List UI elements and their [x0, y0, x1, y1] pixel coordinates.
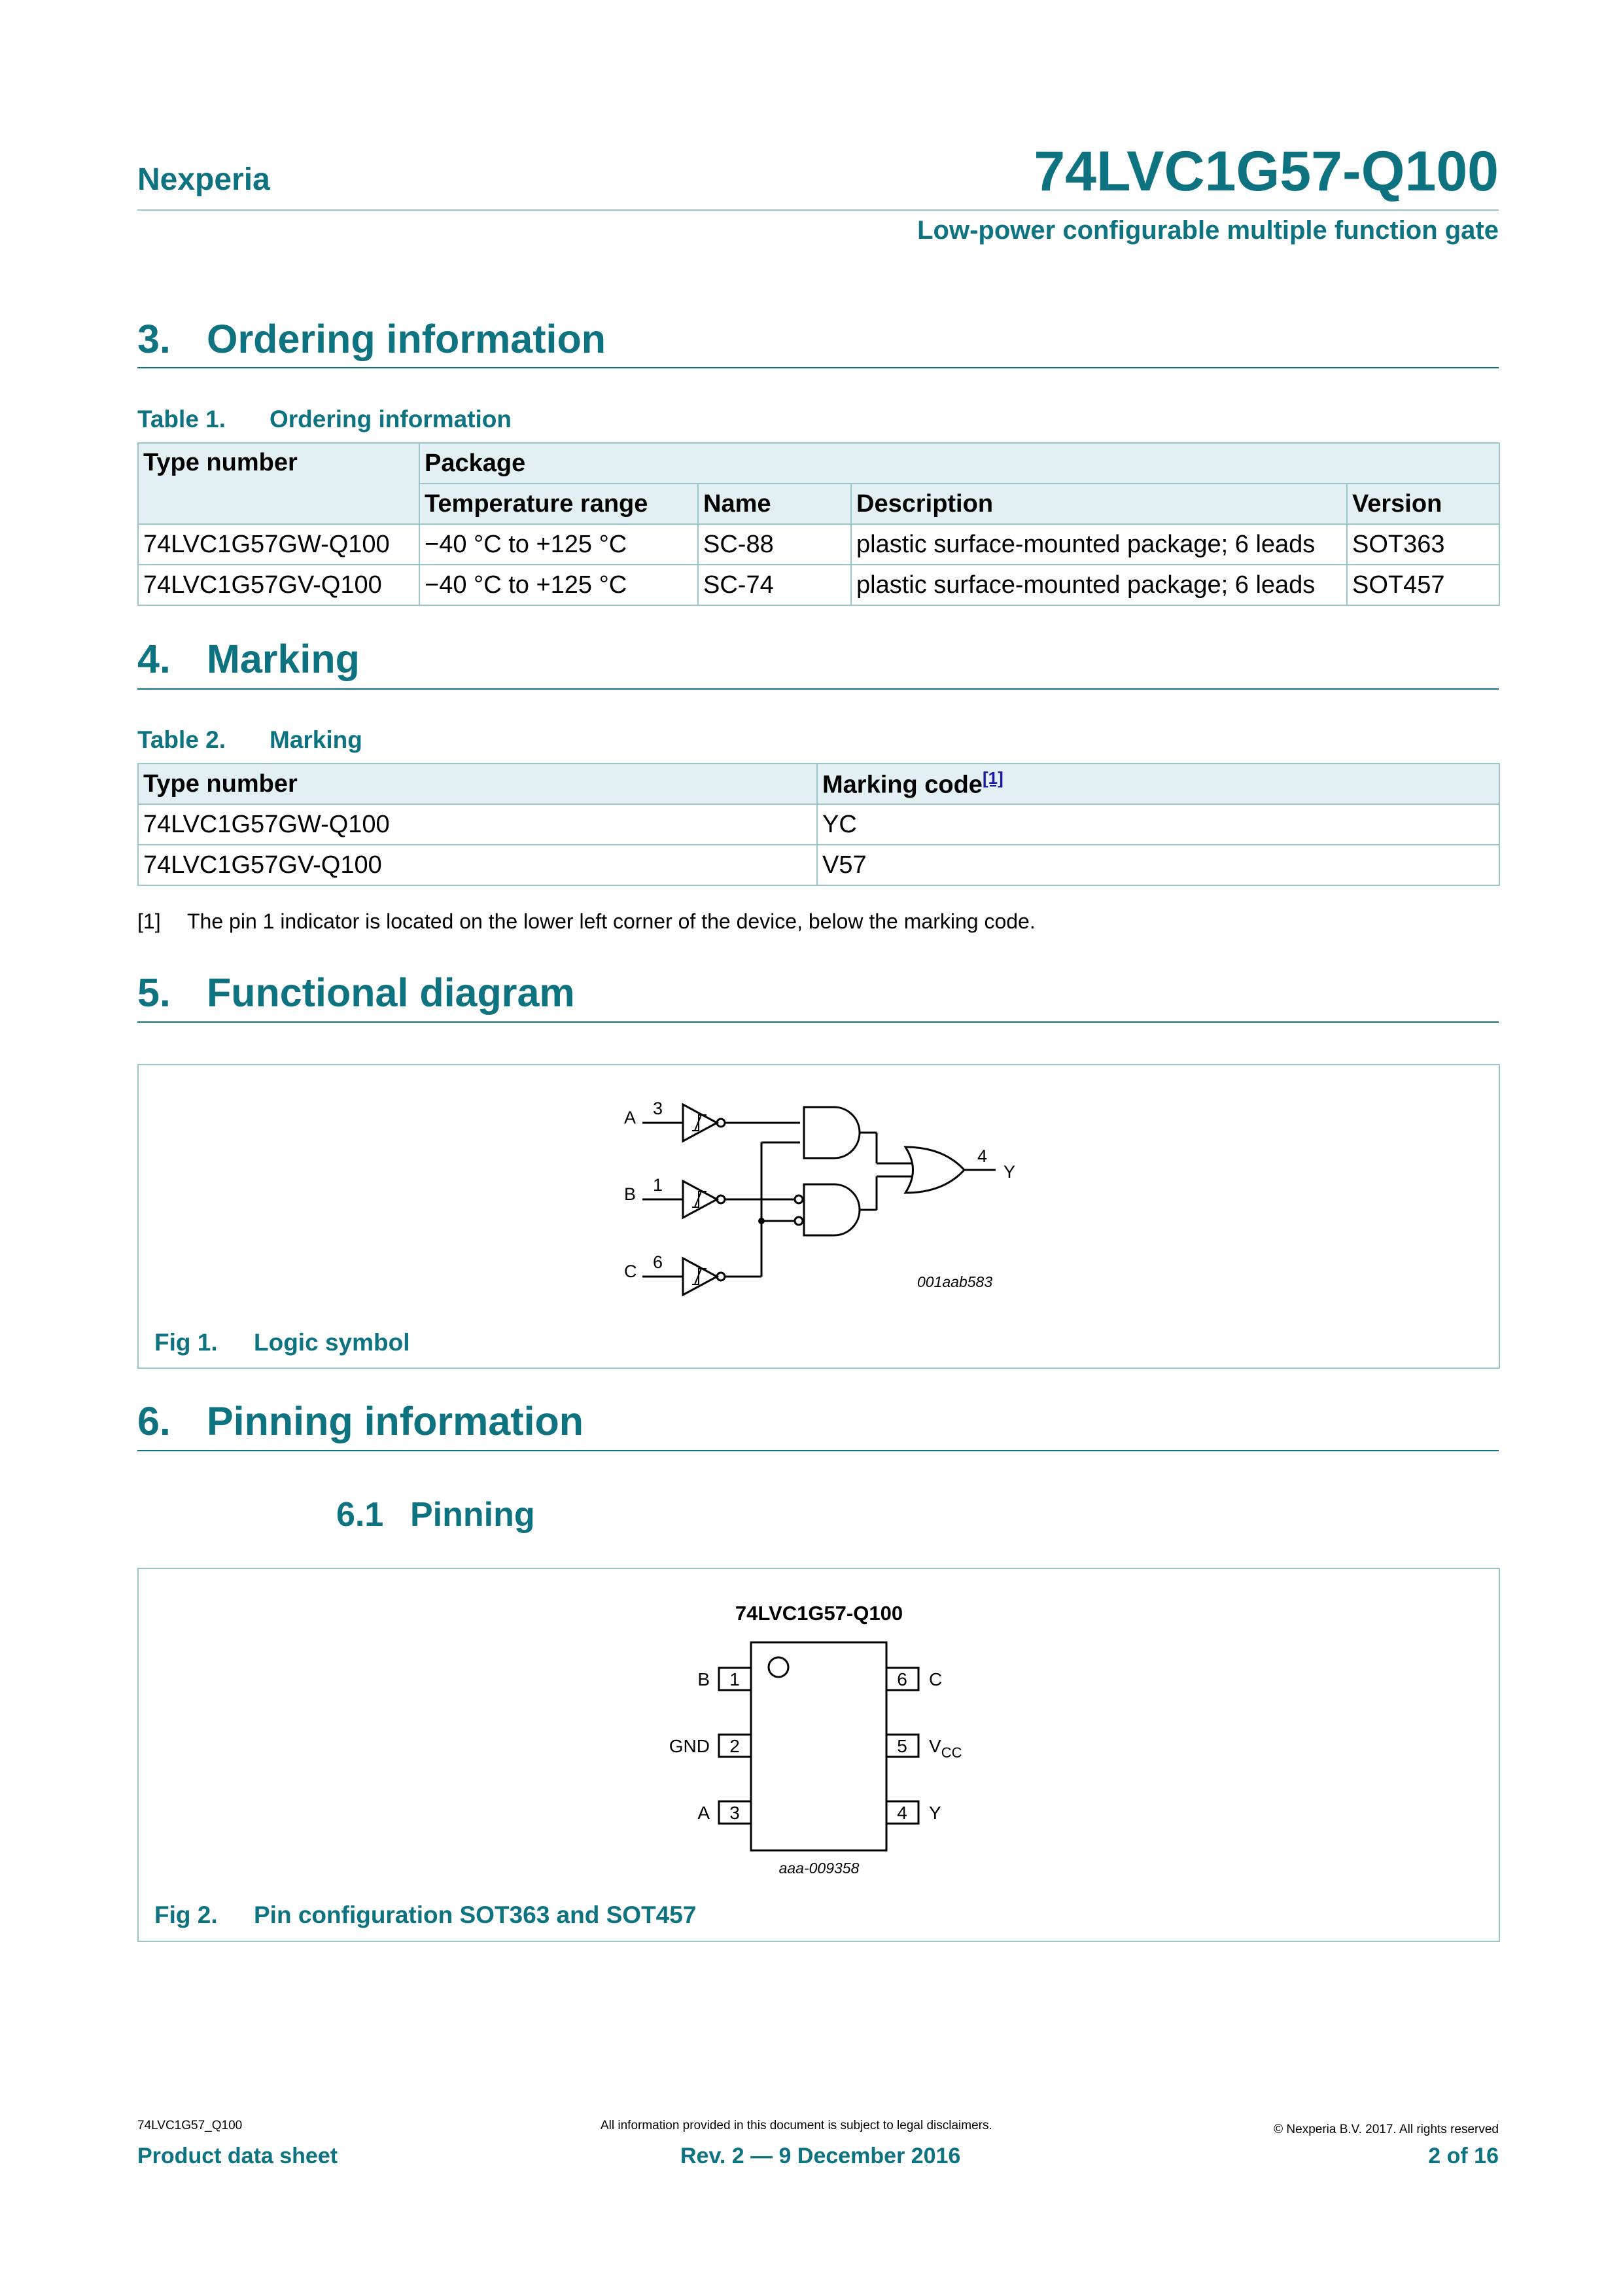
- section-title: Functional diagram: [207, 970, 575, 1015]
- figure-caption: [154, 1901, 696, 1929]
- header-type-number: Type number: [138, 443, 419, 524]
- footer-doc-type: Product data sheet: [137, 2144, 338, 2168]
- cell-type: 74LVC1G57GV-Q100: [138, 845, 817, 885]
- pin-configuration-diagram: [139, 1569, 1499, 1883]
- section-title: Marking: [207, 637, 360, 681]
- header-package: Package: [419, 443, 1499, 484]
- subsection-title: Pinning: [410, 1496, 535, 1534]
- input-label-a: A: [624, 1108, 637, 1127]
- table-row: [138, 565, 1499, 605]
- cell-name: SC-88: [698, 524, 851, 565]
- figure-label: Fig 2.: [154, 1901, 218, 1928]
- cell-code: YC: [817, 804, 1499, 845]
- brand-name: Nexperia: [137, 162, 270, 197]
- pin-number-3: 3: [729, 1803, 740, 1823]
- document-subtitle: Low-power configurable multiple function gate: [917, 216, 1499, 245]
- footnote-text: The pin 1 indicator is located on the lower left corner of the device, below the marking code.: [187, 910, 1036, 933]
- pin-name-y: Y: [929, 1803, 941, 1823]
- ordering-table: [137, 442, 1500, 606]
- section-divider: [137, 1021, 1499, 1023]
- section-heading-ordering: [137, 316, 1499, 362]
- pin-number-6: 6: [897, 1669, 907, 1689]
- footnote-link[interactable]: [1]: [982, 768, 1003, 788]
- cell-version: SOT363: [1347, 524, 1499, 565]
- header-marking-code: [817, 764, 1499, 804]
- figure-code: 001aab583: [917, 1273, 993, 1290]
- table-label: Table 2.: [137, 726, 226, 753]
- table1-caption: [137, 406, 512, 433]
- chip-title: 74LVC1G57-Q100: [735, 1602, 903, 1625]
- cell-description: plastic surface-mounted package; 6 leads: [851, 524, 1347, 565]
- schmitt-buffer-b: [683, 1181, 717, 1218]
- pin-name-gnd: GND: [669, 1736, 710, 1756]
- table-row: [138, 524, 1499, 565]
- table2-caption: [137, 726, 362, 754]
- marking-table: [137, 763, 1500, 886]
- pin-name-vcc-sub: CC: [941, 1744, 962, 1761]
- logic-symbol-diagram: [139, 1065, 1499, 1314]
- table-caption-text: Ordering information: [270, 406, 512, 433]
- schmitt-buffer-a: [683, 1104, 717, 1141]
- cell-description: plastic surface-mounted package; 6 leads: [851, 565, 1347, 605]
- section-divider: [137, 1450, 1499, 1451]
- header-name: Name: [698, 484, 851, 524]
- section-number: 4.: [137, 637, 171, 681]
- cell-temp: −40 °C to +125 °C: [419, 565, 698, 605]
- header-description: Description: [851, 484, 1347, 524]
- section-heading-marking: [137, 636, 1499, 682]
- table-row: [138, 804, 1499, 845]
- output-pin: 4: [977, 1146, 988, 1166]
- marking-code-label: Marking code: [822, 771, 983, 799]
- cell-code: V57: [817, 845, 1499, 885]
- pin-name-vcc-main: V: [929, 1736, 941, 1756]
- table-label: Table 1.: [137, 406, 226, 433]
- cell-temp: −40 °C to +125 °C: [419, 524, 698, 565]
- figure-logic-symbol: [137, 1064, 1500, 1369]
- figure-code: aaa-009358: [778, 1860, 860, 1877]
- input-label-b: B: [624, 1184, 637, 1204]
- pin-name-a: A: [697, 1803, 710, 1823]
- table-caption-text: Marking: [270, 726, 362, 753]
- cell-version: SOT457: [1347, 565, 1499, 605]
- and-gate-lower: [804, 1184, 860, 1235]
- cell-type: 74LVC1G57GW-Q100: [138, 804, 817, 845]
- figure-caption: [154, 1329, 410, 1356]
- section-divider: [137, 367, 1499, 368]
- cell-name: SC-74: [698, 565, 851, 605]
- output-label: Y: [1003, 1162, 1016, 1182]
- figure-caption-text: Logic symbol: [254, 1329, 410, 1356]
- table-footnote: [137, 910, 1036, 934]
- schmitt-buffer-c: [683, 1258, 717, 1295]
- section-number: 5.: [137, 970, 171, 1015]
- figure-caption-text: Pin configuration SOT363 and SOT457: [254, 1901, 697, 1928]
- header-divider: [137, 209, 1499, 211]
- pin-name-c: C: [929, 1669, 943, 1689]
- cell-type: 74LVC1G57GV-Q100: [138, 565, 419, 605]
- input-pin-b: 1: [653, 1175, 663, 1195]
- figure-pin-configuration: [137, 1568, 1500, 1942]
- section-number: 6.: [137, 1399, 171, 1443]
- section-heading-pinning: [137, 1398, 1499, 1444]
- section-title: Ordering information: [207, 317, 606, 361]
- section-heading-functional: [137, 970, 1499, 1016]
- footer-revision: Rev. 2 — 9 December 2016: [680, 2144, 961, 2168]
- header-type-number: Type number: [138, 764, 817, 804]
- pin-number-1: 1: [729, 1669, 740, 1689]
- table-row: [138, 845, 1499, 885]
- section-divider: [137, 688, 1499, 690]
- pin1-indicator: [769, 1657, 788, 1677]
- cell-type: 74LVC1G57GW-Q100: [138, 524, 419, 565]
- input-label-c: C: [624, 1262, 637, 1281]
- pin-name-vcc: [929, 1736, 962, 1761]
- section-number: 3.: [137, 317, 171, 361]
- subsection-heading-pinning: [336, 1495, 535, 1534]
- pin-number-5: 5: [897, 1736, 907, 1756]
- footer-doc-id: 74LVC1G57_Q100: [137, 2119, 243, 2132]
- header-temperature-range: Temperature range: [419, 484, 698, 524]
- pin-number-4: 4: [897, 1803, 907, 1823]
- footer-page-number: 2 of 16: [1428, 2144, 1499, 2168]
- footnote-ref: [1]: [137, 910, 161, 933]
- section-title: Pinning information: [207, 1399, 584, 1443]
- pin-name-b: B: [697, 1669, 710, 1689]
- pin-number-2: 2: [729, 1736, 740, 1756]
- or-gate: [905, 1147, 964, 1193]
- and-gate-upper: [804, 1107, 860, 1158]
- figure-label: Fig 1.: [154, 1329, 218, 1356]
- document-title: 74LVC1G57-Q100: [1034, 140, 1499, 203]
- subsection-number: 6.1: [336, 1496, 384, 1534]
- input-pin-a: 3: [653, 1099, 663, 1118]
- footer-disclaimer: All information provided in this document is subject to legal disclaimers.: [601, 2119, 992, 2132]
- input-pin-c: 6: [653, 1252, 663, 1272]
- header-version: Version: [1347, 484, 1499, 524]
- footer-copyright: © Nexperia B.V. 2017. All rights reserved: [1274, 2123, 1499, 2136]
